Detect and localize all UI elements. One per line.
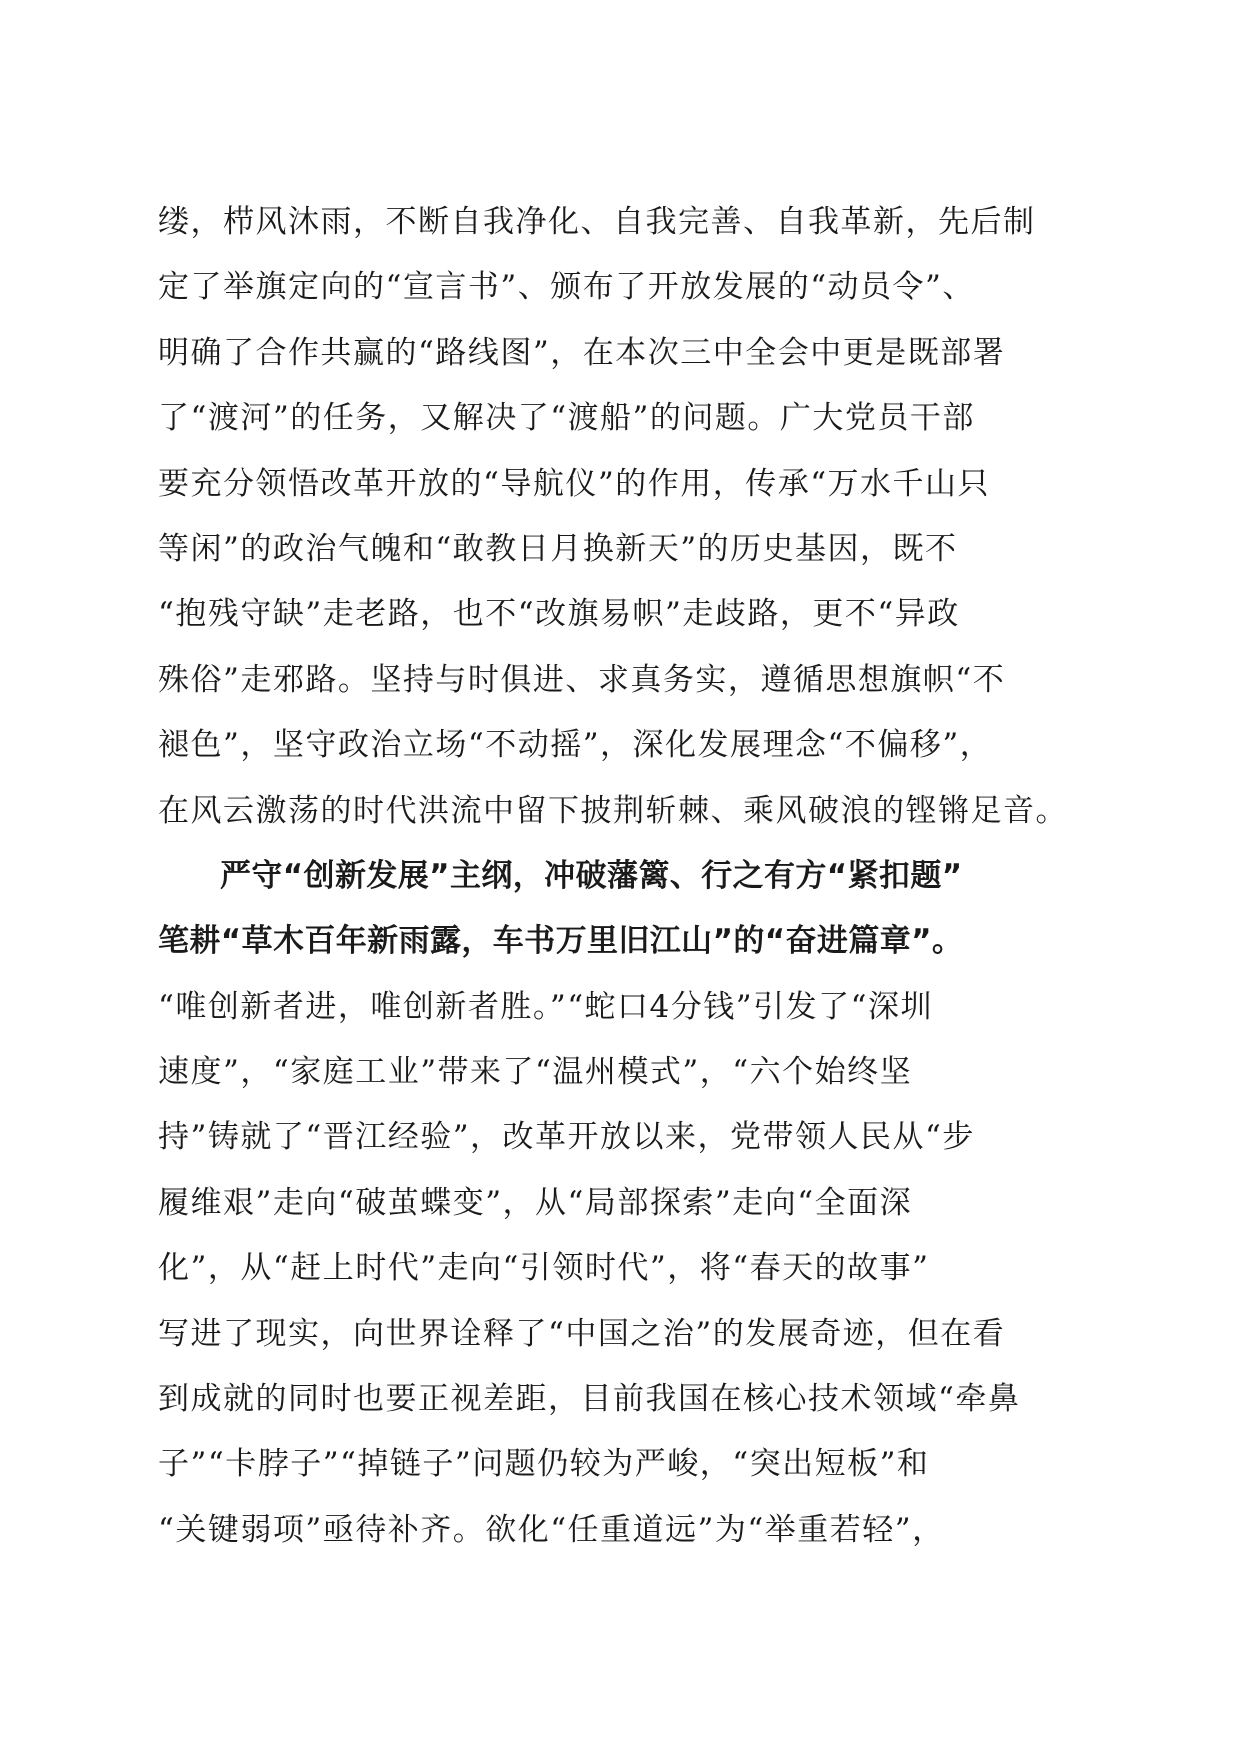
text-line: 缕，栉风沐雨，不断自我净化、自我完善、自我革新，先后制	[158, 204, 1036, 240]
section-heading	[158, 844, 1088, 975]
text-line: 持”铸就了“晋江经验”，改革开放以来，党带领人民从“步	[158, 1119, 975, 1156]
text-line: 殊俗”走邪路。坚持与时俱进、求真务实，遵循思想旗帜“不	[158, 661, 1006, 698]
text-line: 在风云激荡的时代洪流中留下披荆斩棘、乘风破浪的铿锵足音。	[158, 792, 1068, 829]
text-line: 等闲”的政治气魄和“敢教日月换新天”的历史基因，既不	[158, 530, 958, 567]
text-line: “唯创新者进，唯创新者胜。”“蛇口4分钱”引发了“深圳	[158, 988, 933, 1025]
text-line: 写进了现实，向世界诠释了“中国之治”的发展奇迹，但在看	[158, 1315, 1006, 1352]
paragraph-innovation	[158, 975, 1088, 1564]
text-line: 履维艰”走向“破茧蝶变”，从“局部探索”走向“全面深	[158, 1184, 913, 1221]
text-line: 了“渡河”的任务，又解决了“渡船”的问题。广大党员干部	[158, 400, 975, 437]
text-line: “关键弱项”亟待补齐。欲化“任重道远”为“举重若轻”，	[158, 1511, 945, 1548]
text-line: “抱残守缺”走老路，也不“改旗易帜”走歧路，更不“异政	[158, 596, 960, 633]
text-line: 要充分领悟改革开放的“导航仪”的作用，传承“万水千山只	[158, 465, 991, 502]
heading-line: 笔耕“草木百年新雨露，车书万里旧江山”的“奋进篇章”。	[158, 923, 964, 960]
text-line: 子”“卡脖子”“掉链子”问题仍较为严峻，“突出短板”和	[158, 1446, 930, 1483]
body-text	[158, 190, 1088, 1563]
text-line: 明确了合作共赢的“路线图”，在本次三中全会中更是既部署	[158, 334, 1006, 371]
text-line: 化”，从“赶上时代”走向“引领时代”，将“春天的故事”	[158, 1250, 930, 1287]
heading-line: 严守“创新发展”主纲，冲破藩篱、行之有方“紧扣题”	[220, 857, 963, 894]
paragraph-continued	[158, 190, 1088, 844]
text-line: 褪色”，坚守政治立场“不动摇”，深化发展理念“不偏移”，	[158, 727, 993, 764]
text-line: 定了举旗定向的“宣言书”、颁布了开放发展的“动员令”、	[158, 269, 975, 306]
text-line: 速度”，“家庭工业”带来了“温州模式”，“六个始终坚	[158, 1054, 913, 1091]
text-line: 到成就的同时也要正视差距，目前我国在核心技术领域“牵鼻	[158, 1381, 1021, 1418]
